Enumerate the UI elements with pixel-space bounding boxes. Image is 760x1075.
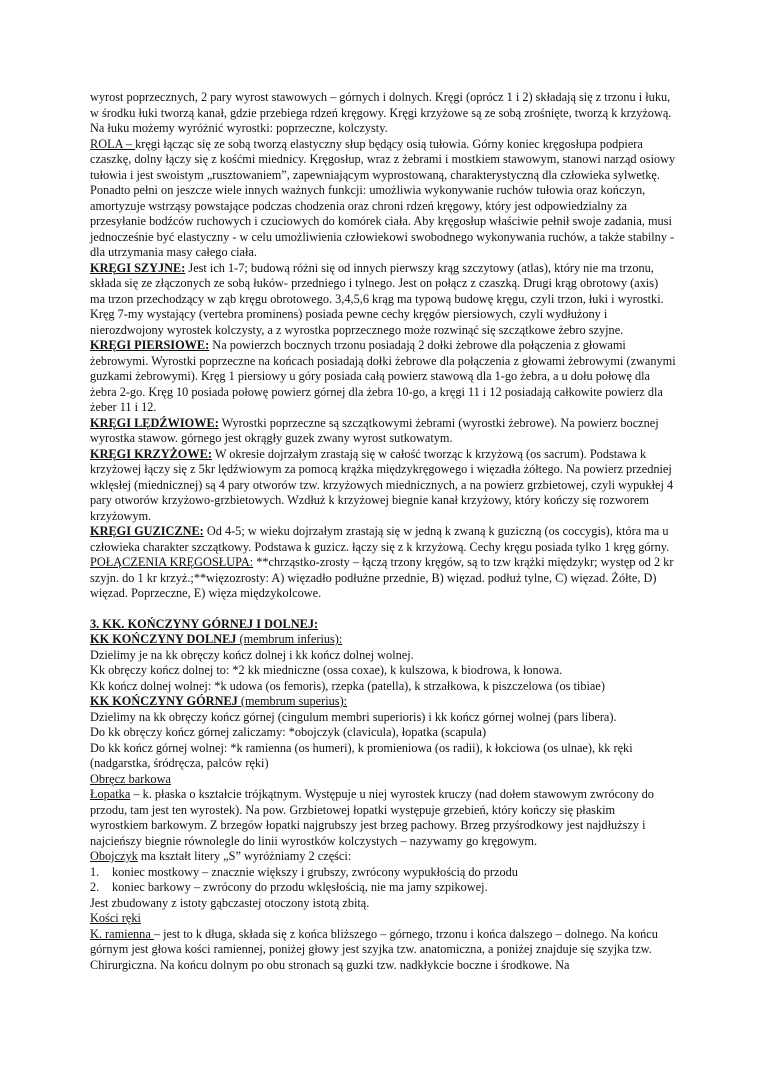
paragraph-kregi-piersiowe: KRĘGI PIERSIOWE: Na powierzch bocznych trzonu posiadają 2 dołki żebrowe dla połączenia z głowami żebrowymi. Wyrostki poprzeczne na końcach posiadają dołki żebrowe dla połączenia z głowami żebrowymi (zwanymi guzkami żebrowymi). Kręg 1 piersiowy u góry posiada całą powierz stawową dla 1-go żebra, a u dołu połowę dla żebra 2-go. Kręg 10 posiada połowę powierz górnej dla żebra 10-go, a kręgi 11 i 12 posiadają całkowite powierz dla żeber 11 i 12.	[90, 338, 676, 414]
lower-limb-line: Kk obręczy kończ dolnej to: *2 kk miedniczne (ossa coxae), k kulszowa, k biodrowa, k łonowa.	[90, 663, 563, 677]
list-item: 2. koniec barkowy – zwrócony do przodu wklęsłością, nie ma jamy szpikowej.	[90, 880, 488, 894]
upper-limb-line: Do kk kończ górnej wolnej: *k ramienna (os humeri), k promieniowa (os radii), k łokciowa (os ulnae), kk ręki (nadgarstka, śródręcza, palców ręki)	[90, 740, 633, 770]
paragraph-k-ramienna: K. ramienna – jest to k długa, składa się z końca bliższego – górnego, trzonu i końca dalszego – dolnego. Na końcu górnym jest głowa kości ramiennej, poniżej głowy jest szyjka tzw. anatomiczna, a poniżej znajduje się szyjka tzw. Chirurgiczna. Na końcu dolnym po obu stronach są guzki tzw. nadkłykcie boczne i środkowe. Na	[90, 926, 658, 972]
heading-rola: ROLA –	[90, 136, 136, 151]
paragraph-rola: ROLA – kręgi łącząc się ze sobą tworzą elastyczny słup będący osią tułowia. Górny koniec kręgosłupa podpiera czaszkę, dolny łączy się z kośćmi miednicy. Kręgosłup, wraz z żebrami i mostkiem stawowym, stanowi narząd osiowy tułowia i jest swoistym „rusztowaniem”, zapewniającym wyprostowaną, charakterystyczną dla człowieka sylwetkę. Ponadto pełni on jeszcze wiele innych ważnych funkcji: umożliwia wykonywanie ruchów tułowia oraz kończyn, amortyzuje wstrząsy powstające podczas chodzenia oraz chroni rdzeń kręgowy, który jest odpowiedzialny za przesyłanie bodźców ruchowych i czuciowych do komórek ciała. Aby kręgosłup właściwie pełnił swoje zadania, musi jednocześnie być elastyczny - w celu umożliwienia człowiekowi swobodnego wykonywania ruchów, a także stabilny - dla utrzymania masy całego ciała.	[90, 136, 676, 259]
section-gap	[90, 602, 676, 617]
heading-k-ramienna: K. ramienna	[90, 926, 154, 941]
heading-obojczyk: Obojczyk	[90, 849, 138, 863]
section-title: 3. KK. KOŃCZYNY GÓRNEJ I DOLNEJ:	[90, 616, 319, 631]
document-page	[90, 90, 676, 973]
paragraph-kregi-krzyzowe: KRĘGI KRZYŻOWE: W okresie dojrzałym zrastają się w całość tworząc k krzyżową (os sacrum). Podstawa k krzyżowej łączy się z 5kr lędźwiowym za pomocą krążka międzykręgowego i więzadła żółtego. Na powierz przedniej wklęsłej (miednicznej) są 4 pary otworów tzw. krzyżowych miednicznych, a na powierz grzbietowej, czyli wypukłej 4 pary otworów krzyżowo-grzbietowych. Wzdłuż k krzyżowej biegnie kanał krzyżowy, który kończy się rozworem krzyżowym.	[90, 446, 674, 523]
heading-kregi-guziczne: KRĘGI GUZICZNE:	[90, 524, 204, 538]
heading-kregi-szyjne: KRĘGI SZYJNE:	[90, 260, 186, 275]
paragraph-kregi-guziczne: KRĘGI GUZICZNE: Od 4-5; w wieku dojrzałym zrastają się w jedną k zwaną k guziczną (os coccygis), która ma u człowieka charakter szczątkowy. Podstawa k guzicz. łączy się z k krzyżową. Cechy kręgu posiada tylko 1 kręg górny.	[90, 524, 670, 554]
paragraph-obojczyk: Obojczyk ma kształt litery „S” wyróżniamy 2 części:	[90, 849, 352, 863]
kosci-reki-heading: Kości ręki	[90, 911, 141, 925]
upper-limb-heading: KK KOŃCZYNY GÓRNEJ (membrum superius):	[90, 694, 348, 708]
heading-lopatka: Łopatka	[90, 787, 131, 801]
heading-kregi-krzyzowe: KRĘGI KRZYŻOWE:	[90, 446, 212, 461]
paragraph-intro: wyrost poprzecznych, 2 pary wyrost stawowych – górnych i dolnych. Kręgi (oprócz 1 i 2) składają się z trzonu i łuku, w środku łuki tworzą kanał, gdzie przebiega rdzeń kręgowy. Kręgi krzyżowe są ze sobą zrośnięte, tworzą k krzyżową. Na łuku możemy wyróżnić wyrostki: poprzeczne, kolczysty.	[90, 90, 672, 135]
lower-limb-line: Kk kończ dolnej wolnej: *k udowa (os femoris), rzepka (patella), k strzałkowa, k piszczelowa (os tibiae)	[90, 678, 605, 693]
paragraph-lopatka: Łopatka – k. płaska o kształcie trójkątnym. Występuje u niej wyrostek kruczy (nad dołem stawowym zwrócony do przodu, tam jest ten wyrostek). Na pow. Grzbietowej łopatki występuje grzebień, który kończy się płaskim wyrostkiem barkowym. Z brzegów łopatki najgrubszy jest brzeg pachowy. Brzeg przyśrodkowy jest najdłuższy i najcieńszy biegnie równolegle do linii wyrostków kolczystych – nazywamy go kręgowym.	[90, 787, 654, 848]
upper-limb-line: Dzielimy na kk obręczy kończ górnej (cingulum membri superioris) i kk kończ górnej wolnej (pars libera).	[90, 709, 617, 724]
heading-kregi-ledzwiowe: KRĘGI LĘDŹWIOWE:	[90, 415, 219, 430]
list-item: 1. koniec mostkowy – znacznie większy i grubszy, zwrócony wypukłością do przodu	[90, 864, 518, 879]
heading-kregi-piersiowe: KRĘGI PIERSIOWE:	[90, 338, 210, 352]
lower-limb-line: Dzielimy je na kk obręczy kończ dolnej i kk kończ dolnej wolnej.	[90, 647, 414, 662]
obrecz-heading: Obręcz barkowa	[90, 771, 171, 786]
heading-polaczenia: POŁĄCZENIA KRĘGOSŁUPA:	[90, 555, 254, 569]
upper-limb-line: Do kk obręczy kończ górnej zaliczamy: *obojczyk (clavicula), łopatka (scapula)	[90, 725, 487, 739]
paragraph-kregi-ledzwiowe: KRĘGI LĘDŹWIOWE: Wyrostki poprzeczne są szczątkowymi żebrami (wyrostki żebrowe). Na powierz bocznej wyrostka stawow. górnego jest okrągły guzek zwany wyrost sutkowatym.	[90, 415, 659, 445]
paragraph-kregi-szyjne: KRĘGI SZYJNE: Jest ich 1-7; budową różni się od innych pierwszy krąg szczytowy (atlas), który nie ma trzonu, składa się ze złączonych ze sobą łuków- przedniego i tylnego. Jest on połącz z czaszką. Drugi krąg obrotowy (axis) ma trzon przechodzący w ząb kręgu obrotowego. 3,4,5,6 krąg ma typową budowę kręgu, czyli trzon, łuki i wyrostki. Kręg 7-my wystający (vertebra prominens) posiada pewne cechy kręgów piersiowych, czyli wydłużony i nierozdwojony wyrostek kolczysty, a z wyrostka poprzecznego może rozwinąć się szczątkowe żebro szyjne.	[90, 260, 664, 337]
lower-limb-heading: KK KOŃCZYNY DOLNEJ (membrum inferius):	[90, 632, 343, 646]
paragraph-polaczenia: POŁĄCZENIA KRĘGOSŁUPA: **chrząstko-zrosty – łączą trzony kręgów, są to tzw krążki międzykr; występ od 2 kr szyjn. do 1 kr krzyż.;**więzozrosty: A) więzadło podłużne przednie, B) więzad. podłuż tylne, C) więzad. Żółte, D) więzad. Poprzeczne, E) więza międzykolcowe.	[90, 555, 674, 600]
obojczyk-closing: Jest zbudowany z istoty gąbczastej otoczony istotą zbitą.	[90, 895, 370, 910]
